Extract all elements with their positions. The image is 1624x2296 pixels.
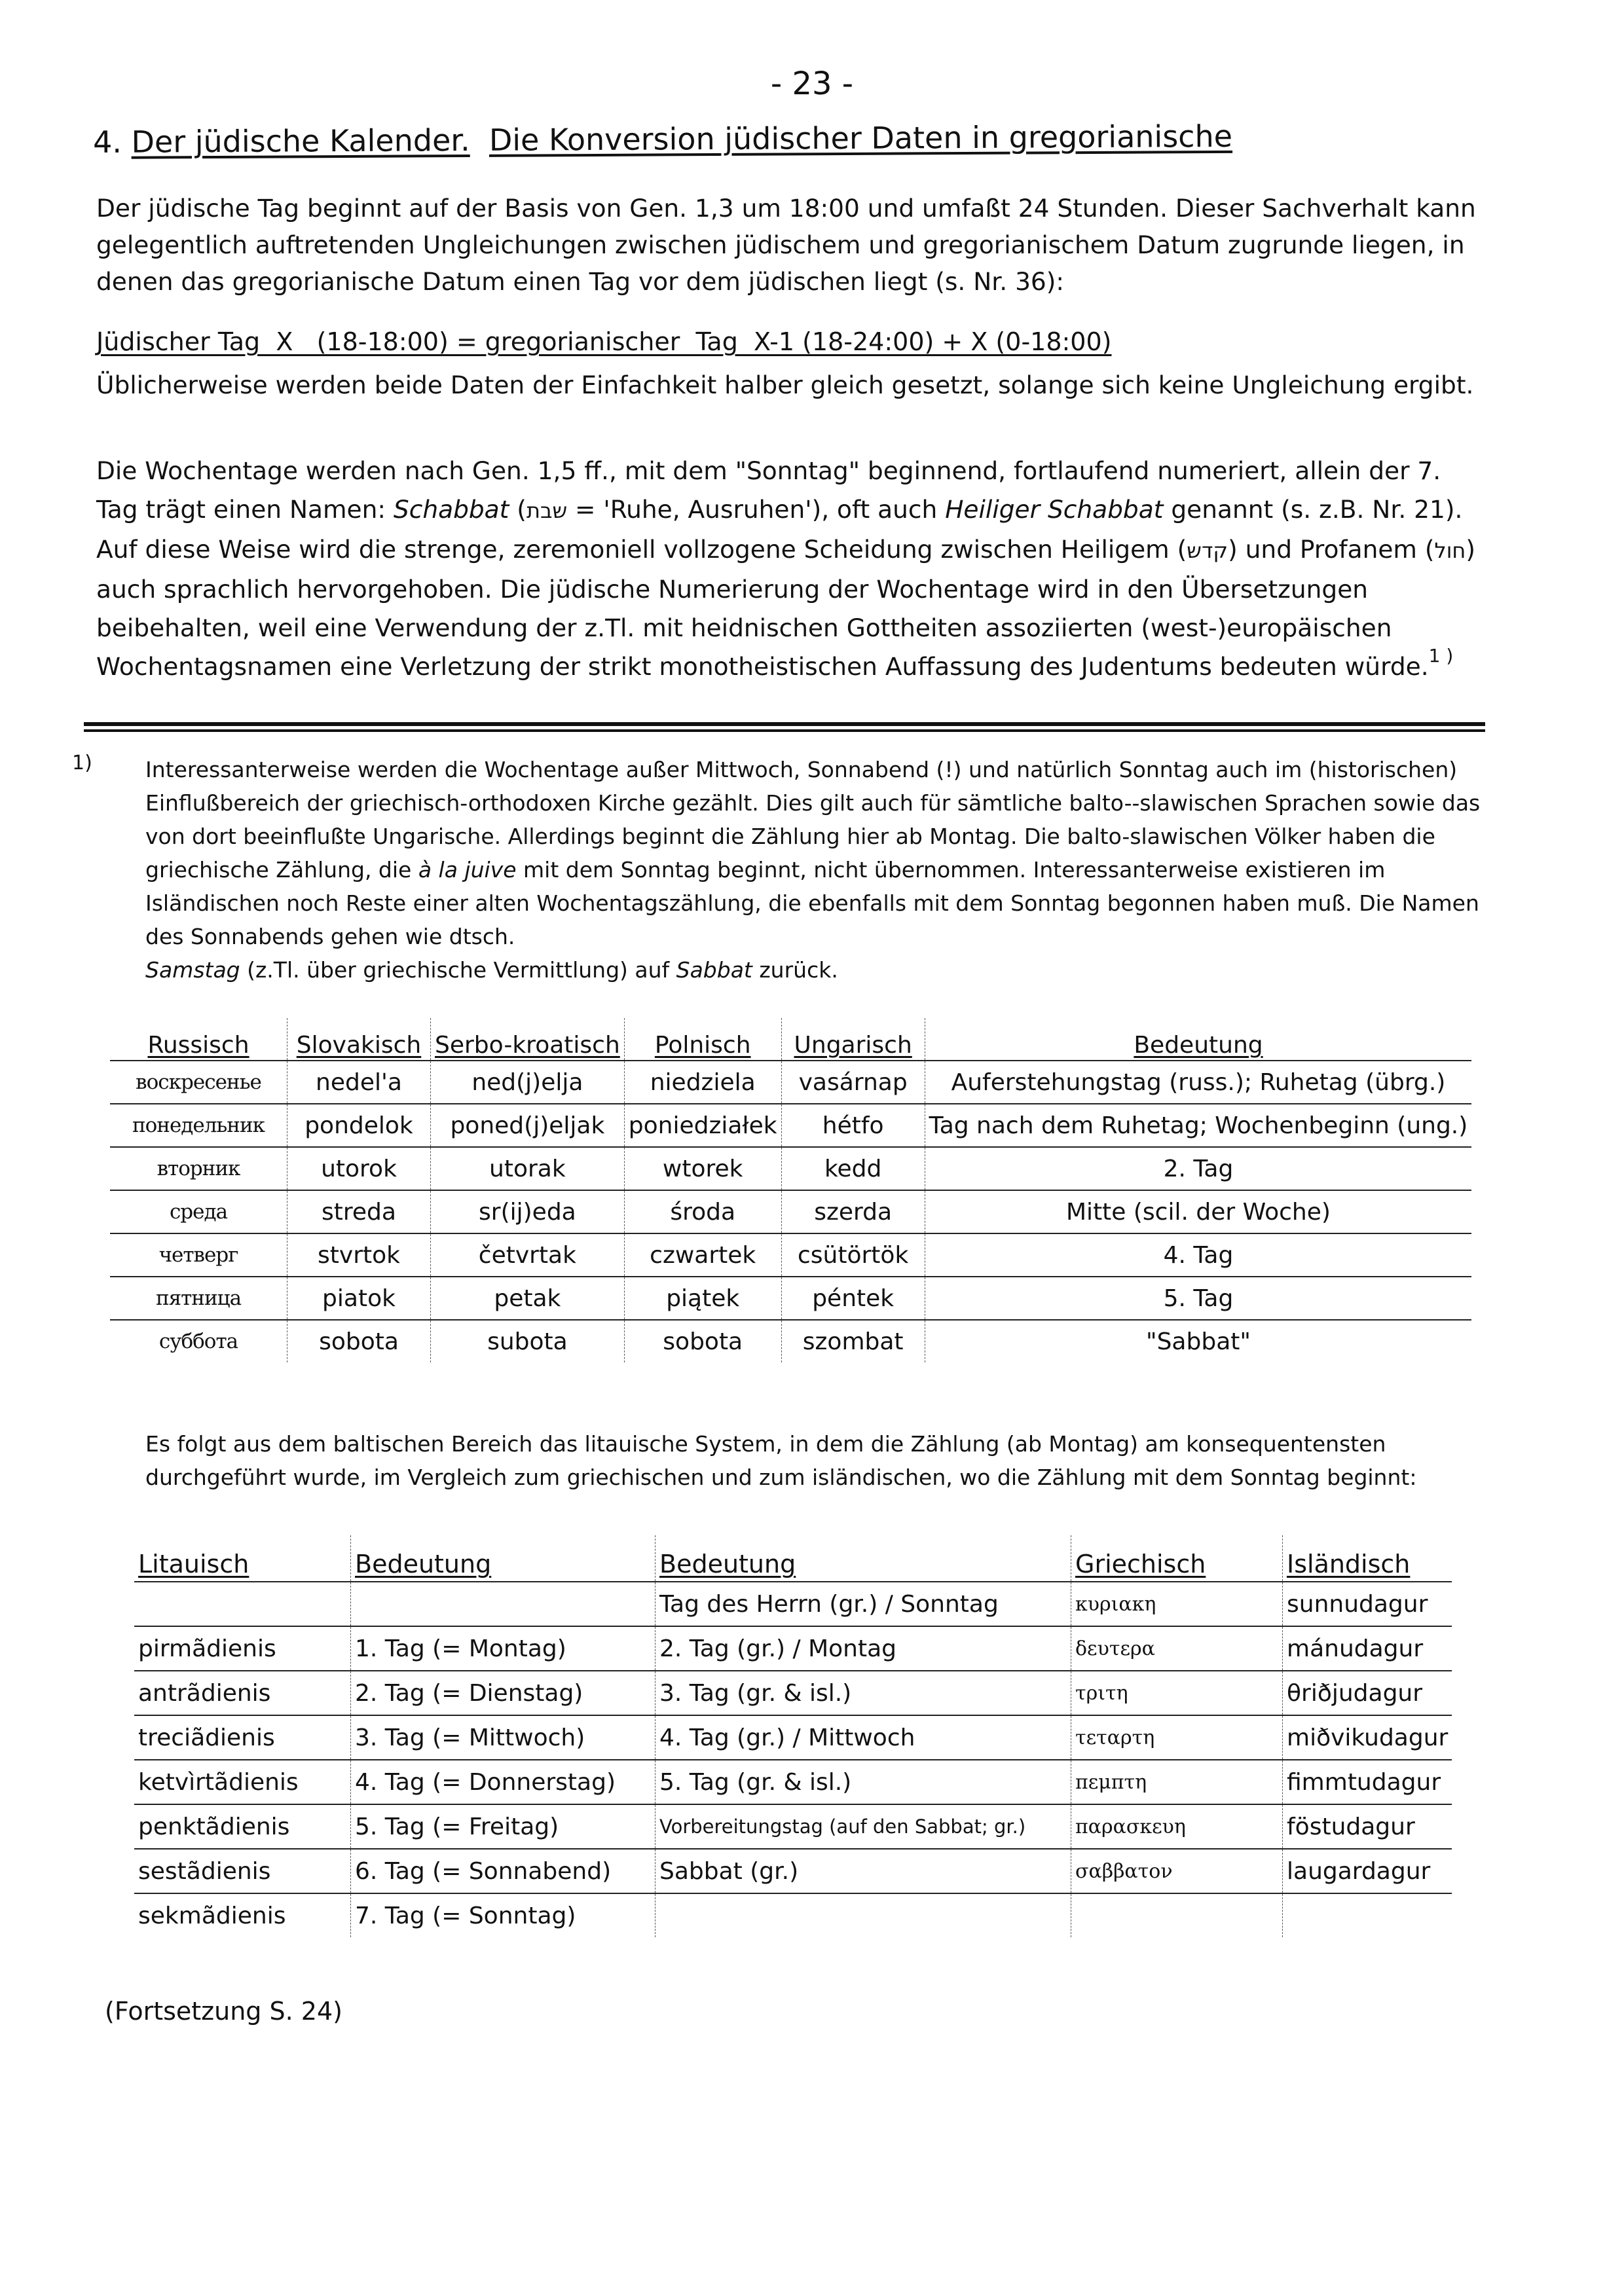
column-header bbox=[1071, 1535, 1283, 1582]
column-header bbox=[925, 1018, 1471, 1061]
table-cell: piatok bbox=[287, 1277, 431, 1320]
term-sabbat: Sabbat bbox=[676, 957, 752, 983]
table-cell bbox=[1283, 1893, 1452, 1937]
header-label: Bedeutung bbox=[1134, 1032, 1263, 1059]
continuation-note: (Fortsetzung S. 24) bbox=[105, 1997, 342, 2026]
table-cell: δευτερα bbox=[1071, 1626, 1283, 1671]
table-cell: Tag des Herrn (gr.) / Sonntag bbox=[655, 1582, 1071, 1626]
table-cell: Auferstehungstag (russ.); Ruhetag (übrg.) bbox=[925, 1061, 1471, 1104]
text-run: Interessanterweise werden die Wochentage außer Mittwoch, Sonnabend (!) und natürlich Sonntag auch im (historischen) Einflußbereich der griechisch-orthodoxen Kirche gezählt. Dies gilt auch für sämtliche balto--slawischen Sprachen sowie das von dort beeinflußte Ungarische. Allerdings beginnt die Zählung hier ab Montag. Die balto-slawischen Völker haben die griechische Zählung, die bbox=[145, 757, 1481, 883]
table-cell: 1. Tag (= Montag) bbox=[351, 1626, 655, 1671]
table-row bbox=[110, 1320, 1471, 1362]
table-cell bbox=[655, 1893, 1071, 1937]
table-cell: petak bbox=[431, 1277, 625, 1320]
table-header-row bbox=[134, 1535, 1452, 1582]
table-cell: mánudagur bbox=[1283, 1626, 1452, 1671]
column-header bbox=[351, 1535, 655, 1582]
heading-number: 4. bbox=[92, 124, 122, 160]
column-header bbox=[781, 1018, 925, 1061]
table-cell: poned(j)eljak bbox=[431, 1104, 625, 1147]
page-number: - 23 - bbox=[770, 65, 854, 102]
header-label: Griechisch bbox=[1075, 1550, 1206, 1578]
table-cell: ned(j)elja bbox=[431, 1061, 625, 1104]
table-cell: sunnudagur bbox=[1283, 1582, 1452, 1626]
table-cell: воскресенье bbox=[110, 1061, 287, 1104]
footnote bbox=[72, 753, 1486, 987]
table-cell: utorok bbox=[287, 1147, 431, 1190]
column-header bbox=[1283, 1535, 1452, 1582]
lithuanian-weekday-table bbox=[134, 1535, 1452, 1937]
table-cell: "Sabbat" bbox=[1146, 1328, 1251, 1355]
text-run: (z.Tl. über griechische Vermittlung) auf bbox=[240, 957, 676, 983]
table-cell: csütörtök bbox=[781, 1233, 925, 1277]
term-heiliger-schabbat: Heiliger Schabbat bbox=[945, 495, 1164, 524]
table-cell: fimmtudagur bbox=[1283, 1760, 1452, 1804]
table-row bbox=[134, 1760, 1452, 1804]
footnote-mark: 1) bbox=[72, 752, 92, 774]
table-cell: θriðjudagur bbox=[1283, 1671, 1452, 1715]
column-header bbox=[110, 1018, 287, 1061]
table-cell: 4. Tag bbox=[925, 1233, 1471, 1277]
term-samstag: Samstag bbox=[145, 957, 240, 983]
text-run: Die Wochentage werden nach Gen. 1,5 ff., mit dem "Sonntag" beginnend, fortlaufend numeriert, allein der 7. Tag trägt einen Namen: bbox=[96, 456, 1441, 524]
table-cell: penktãdienis bbox=[134, 1804, 351, 1849]
table-cell: 2. Tag (gr.) / Montag bbox=[655, 1626, 1071, 1671]
paragraph-intro: Der jüdische Tag beginnt auf der Basis von Gen. 1,3 um 18:00 und umfaßt 24 Stunden. Dieser Sachverhalt kann gelegentlich auftretenden Ungleichungen zwischen jüdischem und gregorianischem Datum zugrunde liegen, in denen das gregorianische Datum einen Tag vor dem jüdischen liegt (s. Nr. 36): bbox=[96, 194, 1476, 296]
term-schabbat: Schabbat bbox=[393, 495, 509, 524]
table-cell: ketvìrtãdienis bbox=[134, 1760, 351, 1804]
table-cell: 4. Tag (= Donnerstag) bbox=[351, 1760, 655, 1804]
table-header-row bbox=[110, 1018, 1471, 1061]
table-row bbox=[134, 1849, 1452, 1893]
table-cell: 7. Tag (= Sonntag) bbox=[351, 1893, 655, 1937]
table-row bbox=[134, 1715, 1452, 1760]
table-cell: laugardagur bbox=[1283, 1849, 1452, 1893]
header-label: Polnisch bbox=[654, 1032, 751, 1059]
table-cell: stvrtok bbox=[287, 1233, 431, 1277]
table-cell: 2. Tag bbox=[925, 1147, 1471, 1190]
column-header bbox=[287, 1018, 431, 1061]
table-cell: sr(ij)eda bbox=[431, 1190, 625, 1233]
table-row bbox=[134, 1804, 1452, 1849]
table-cell: vasárnap bbox=[781, 1061, 925, 1104]
table-cell: nedel'a bbox=[287, 1061, 431, 1104]
text-run: genannt (s. z.B. Nr. 21). Auf diese Weise wird die strenge, zeremoniell vollzogene Scheidung zwischen Heiligem ( bbox=[96, 495, 1463, 564]
table-row bbox=[110, 1061, 1471, 1104]
table-cell: вторник bbox=[110, 1147, 287, 1190]
table-cell: παρασκευη bbox=[1071, 1804, 1283, 1849]
hebrew-chol: חול bbox=[1434, 538, 1466, 563]
table-cell: utorak bbox=[431, 1147, 625, 1190]
table-cell: Mitte (scil. der Woche) bbox=[925, 1190, 1471, 1233]
table-cell: środa bbox=[624, 1190, 781, 1233]
table-cell: pondelok bbox=[287, 1104, 431, 1147]
paragraph-lithuanian: Es folgt aus dem baltischen Bereich das litauische System, in dem die Zählung (ab Montag) am konsequentensten durchgeführt wurde, im Vergleich zum griechischen und zum isländischen, wo die Zählung mit dem Sonntag beginnt: bbox=[145, 1431, 1417, 1490]
heading-title: Der jüdische Kalender. bbox=[131, 122, 470, 160]
header-label: Slovakisch bbox=[296, 1032, 422, 1059]
table-cell: treciãdienis bbox=[134, 1715, 351, 1760]
header-label: Bedeutung bbox=[659, 1550, 796, 1578]
table-cell: czwartek bbox=[624, 1233, 781, 1277]
paragraph-weekdays bbox=[96, 452, 1485, 686]
header-label: Litauisch bbox=[138, 1550, 249, 1578]
table-cell: szerda bbox=[781, 1190, 925, 1233]
table-cell: σαββατον bbox=[1071, 1849, 1283, 1893]
term-a-la-juive: à la juive bbox=[418, 857, 517, 883]
table-cell: пятница bbox=[110, 1277, 287, 1320]
table-cell: 6. Tag (= Sonnabend) bbox=[351, 1849, 655, 1893]
table-cell: sobota bbox=[287, 1320, 431, 1362]
table-cell: sobota bbox=[624, 1320, 781, 1362]
table-row bbox=[110, 1277, 1471, 1320]
table-cell: piątek bbox=[624, 1277, 781, 1320]
table-cell: poniedziałek bbox=[624, 1104, 781, 1147]
conversion-formula: Jüdischer Tag X (18-18:00) = gregorianischer Tag X-1 (18-24:00) + X (0-18:00) bbox=[96, 327, 1112, 356]
table-cell: subota bbox=[431, 1320, 625, 1362]
text-run: mit dem Sonntag beginnt, nicht übernommen. Interessanterweise existieren im Isländischen noch Reste einer alten Wochentagszählung, die ebenfalls mit dem Sonntag begonnen haben muß. Die Namen des Sonnabends gehen wie dtsch. bbox=[145, 857, 1479, 949]
header-label: Ungarisch bbox=[794, 1032, 912, 1059]
table-row bbox=[110, 1104, 1471, 1147]
table-cell: antrãdienis bbox=[134, 1671, 351, 1715]
table-cell: πεμπτη bbox=[1071, 1760, 1283, 1804]
footnote-divider bbox=[84, 729, 1485, 732]
section-heading bbox=[93, 118, 1232, 160]
table-cell bbox=[1071, 1893, 1283, 1937]
table-row bbox=[134, 1626, 1452, 1671]
table-cell: Vorbereitungstag (auf den Sabbat; gr.) bbox=[655, 1804, 1071, 1849]
table-cell: sekmãdienis bbox=[134, 1893, 351, 1937]
table-cell: четверг bbox=[110, 1233, 287, 1277]
table-cell: Tag nach dem Ruhetag; Wochenbeginn (ung.) bbox=[925, 1104, 1471, 1147]
table-cell: 2. Tag (= Dienstag) bbox=[351, 1671, 655, 1715]
table-cell: κυριακη bbox=[1071, 1582, 1283, 1626]
table-row bbox=[110, 1233, 1471, 1277]
table-cell: wtorek bbox=[624, 1147, 781, 1190]
table-row bbox=[110, 1147, 1471, 1190]
text-run: ( bbox=[509, 495, 526, 524]
heading-subtitle: Die Konversion jüdischer Daten in gregorianische bbox=[489, 118, 1233, 158]
header-label: Russisch bbox=[147, 1032, 249, 1059]
hebrew-shabbat: שבת bbox=[526, 498, 568, 523]
table-cell: pirmãdienis bbox=[134, 1626, 351, 1671]
text-run: ) und Profanem ( bbox=[1228, 535, 1435, 564]
table-cell: hétfo bbox=[781, 1104, 925, 1147]
header-label: Isländisch bbox=[1287, 1550, 1411, 1578]
table-cell: péntek bbox=[781, 1277, 925, 1320]
table-cell: Sabbat (gr.) bbox=[655, 1849, 1071, 1893]
table-cell: föstudagur bbox=[1283, 1804, 1452, 1849]
table-cell: sestãdienis bbox=[134, 1849, 351, 1893]
slavic-weekday-table bbox=[110, 1018, 1471, 1362]
table-cell bbox=[134, 1582, 351, 1626]
footnote-text bbox=[145, 753, 1486, 987]
table-row bbox=[134, 1671, 1452, 1715]
hebrew-kodesh: קדש bbox=[1187, 538, 1228, 563]
table-row bbox=[134, 1893, 1452, 1937]
table-cell: streda bbox=[287, 1190, 431, 1233]
table-cell: niedziela bbox=[624, 1061, 781, 1104]
table-cell: 4. Tag (gr.) / Mittwoch bbox=[655, 1715, 1071, 1760]
table-cell: 5. Tag (gr. & isl.) bbox=[655, 1760, 1071, 1804]
footnote-reference: 1 ) bbox=[1428, 645, 1454, 666]
paragraph-usage: Üblicherweise werden beide Daten der Einfachkeit halber gleich gesetzt, solange sich keine Ungleichung ergibt. bbox=[96, 371, 1474, 399]
column-header bbox=[624, 1018, 781, 1061]
text-run: zurück. bbox=[752, 957, 838, 983]
text-run: = 'Ruhe, Ausruhen'), oft auch bbox=[567, 495, 946, 524]
table-cell: понедельник bbox=[110, 1104, 287, 1147]
table-cell: kedd bbox=[781, 1147, 925, 1190]
table-cell: miðvikudagur bbox=[1283, 1715, 1452, 1760]
table-cell: 5. Tag bbox=[925, 1277, 1471, 1320]
table-cell: szombat bbox=[781, 1320, 925, 1362]
footnote-divider bbox=[84, 722, 1485, 726]
table-cell: суббота bbox=[110, 1320, 287, 1362]
column-header bbox=[431, 1018, 625, 1061]
table-cell: četvrtak bbox=[431, 1233, 625, 1277]
table-row bbox=[134, 1582, 1452, 1626]
table-cell: 3. Tag (= Mittwoch) bbox=[351, 1715, 655, 1760]
table-cell: τεταρτη bbox=[1071, 1715, 1283, 1760]
text-run: ) auch sprachlich hervorgehoben. Die jüdische Numerierung der Wochentage wird in den Übersetzungen beibehalten, weil eine Verwendung der z.Tl. mit heidnischen Gottheiten assoziierten (west-)europäischen Wochentagsnamen eine Verletzung der strikt monotheistischen Auffassung des Judentums bedeuten würde. bbox=[96, 535, 1475, 681]
table-cell: τριτη bbox=[1071, 1671, 1283, 1715]
table-cell: 3. Tag (gr. & isl.) bbox=[655, 1671, 1071, 1715]
column-header bbox=[134, 1535, 351, 1582]
table-cell bbox=[351, 1582, 655, 1626]
column-header bbox=[655, 1535, 1071, 1582]
header-label: Bedeutung bbox=[355, 1550, 492, 1578]
table-cell: 5. Tag (= Freitag) bbox=[351, 1804, 655, 1849]
table-row bbox=[110, 1190, 1471, 1233]
table-cell: среда bbox=[110, 1190, 287, 1233]
header-label: Serbo-kroatisch bbox=[435, 1032, 620, 1059]
